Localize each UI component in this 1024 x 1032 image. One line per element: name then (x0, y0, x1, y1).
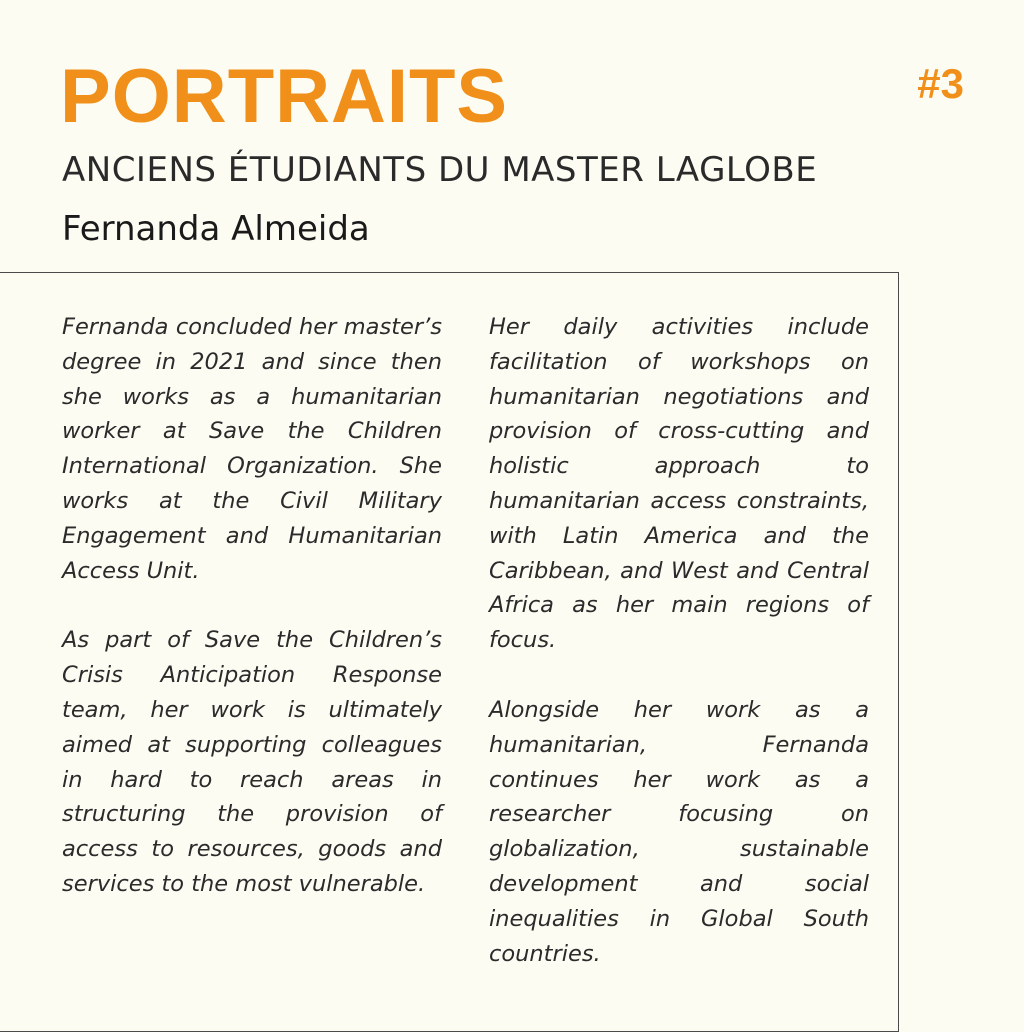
paragraph: Her daily activities include facilitation of workshops on humanitarian negotiations and provision of cross-cutting and holistic approach to humanitarian access constraints, with Latin America and the Caribbean, and West and Central Africa as her main regions of focus. (489, 314, 869, 654)
paragraph: As part of Save the Children’s Crisis Anticipation Response team, her work is ultimately aimed at supporting colleagues in hard to reach areas in structuring the provision of access to resources, goods and services to the most vulnerable. (62, 627, 442, 897)
subtitle: ANCIENS ÉTUDIANTS DU MASTER LAGLOBE (62, 150, 818, 190)
paragraph: Fernanda concluded her master’s degree in 2021 and since then she works as a humanitarian worker at Save the Children International Organization. She works at the Civil Military Engagement and Humanitarian Access Unit. (62, 314, 442, 584)
issue-number: #3 (917, 60, 964, 107)
page-title: PORTRAITS (60, 54, 509, 139)
left-column (62, 310, 442, 937)
right-column (489, 310, 869, 1006)
person-name: Fernanda Almeida (62, 209, 370, 249)
paragraph: Alongside her work as a humanitarian, Fernanda continues her work as a researcher focusing on globalization, sustainable development and social inequalities in Global South countries. (489, 696, 869, 967)
